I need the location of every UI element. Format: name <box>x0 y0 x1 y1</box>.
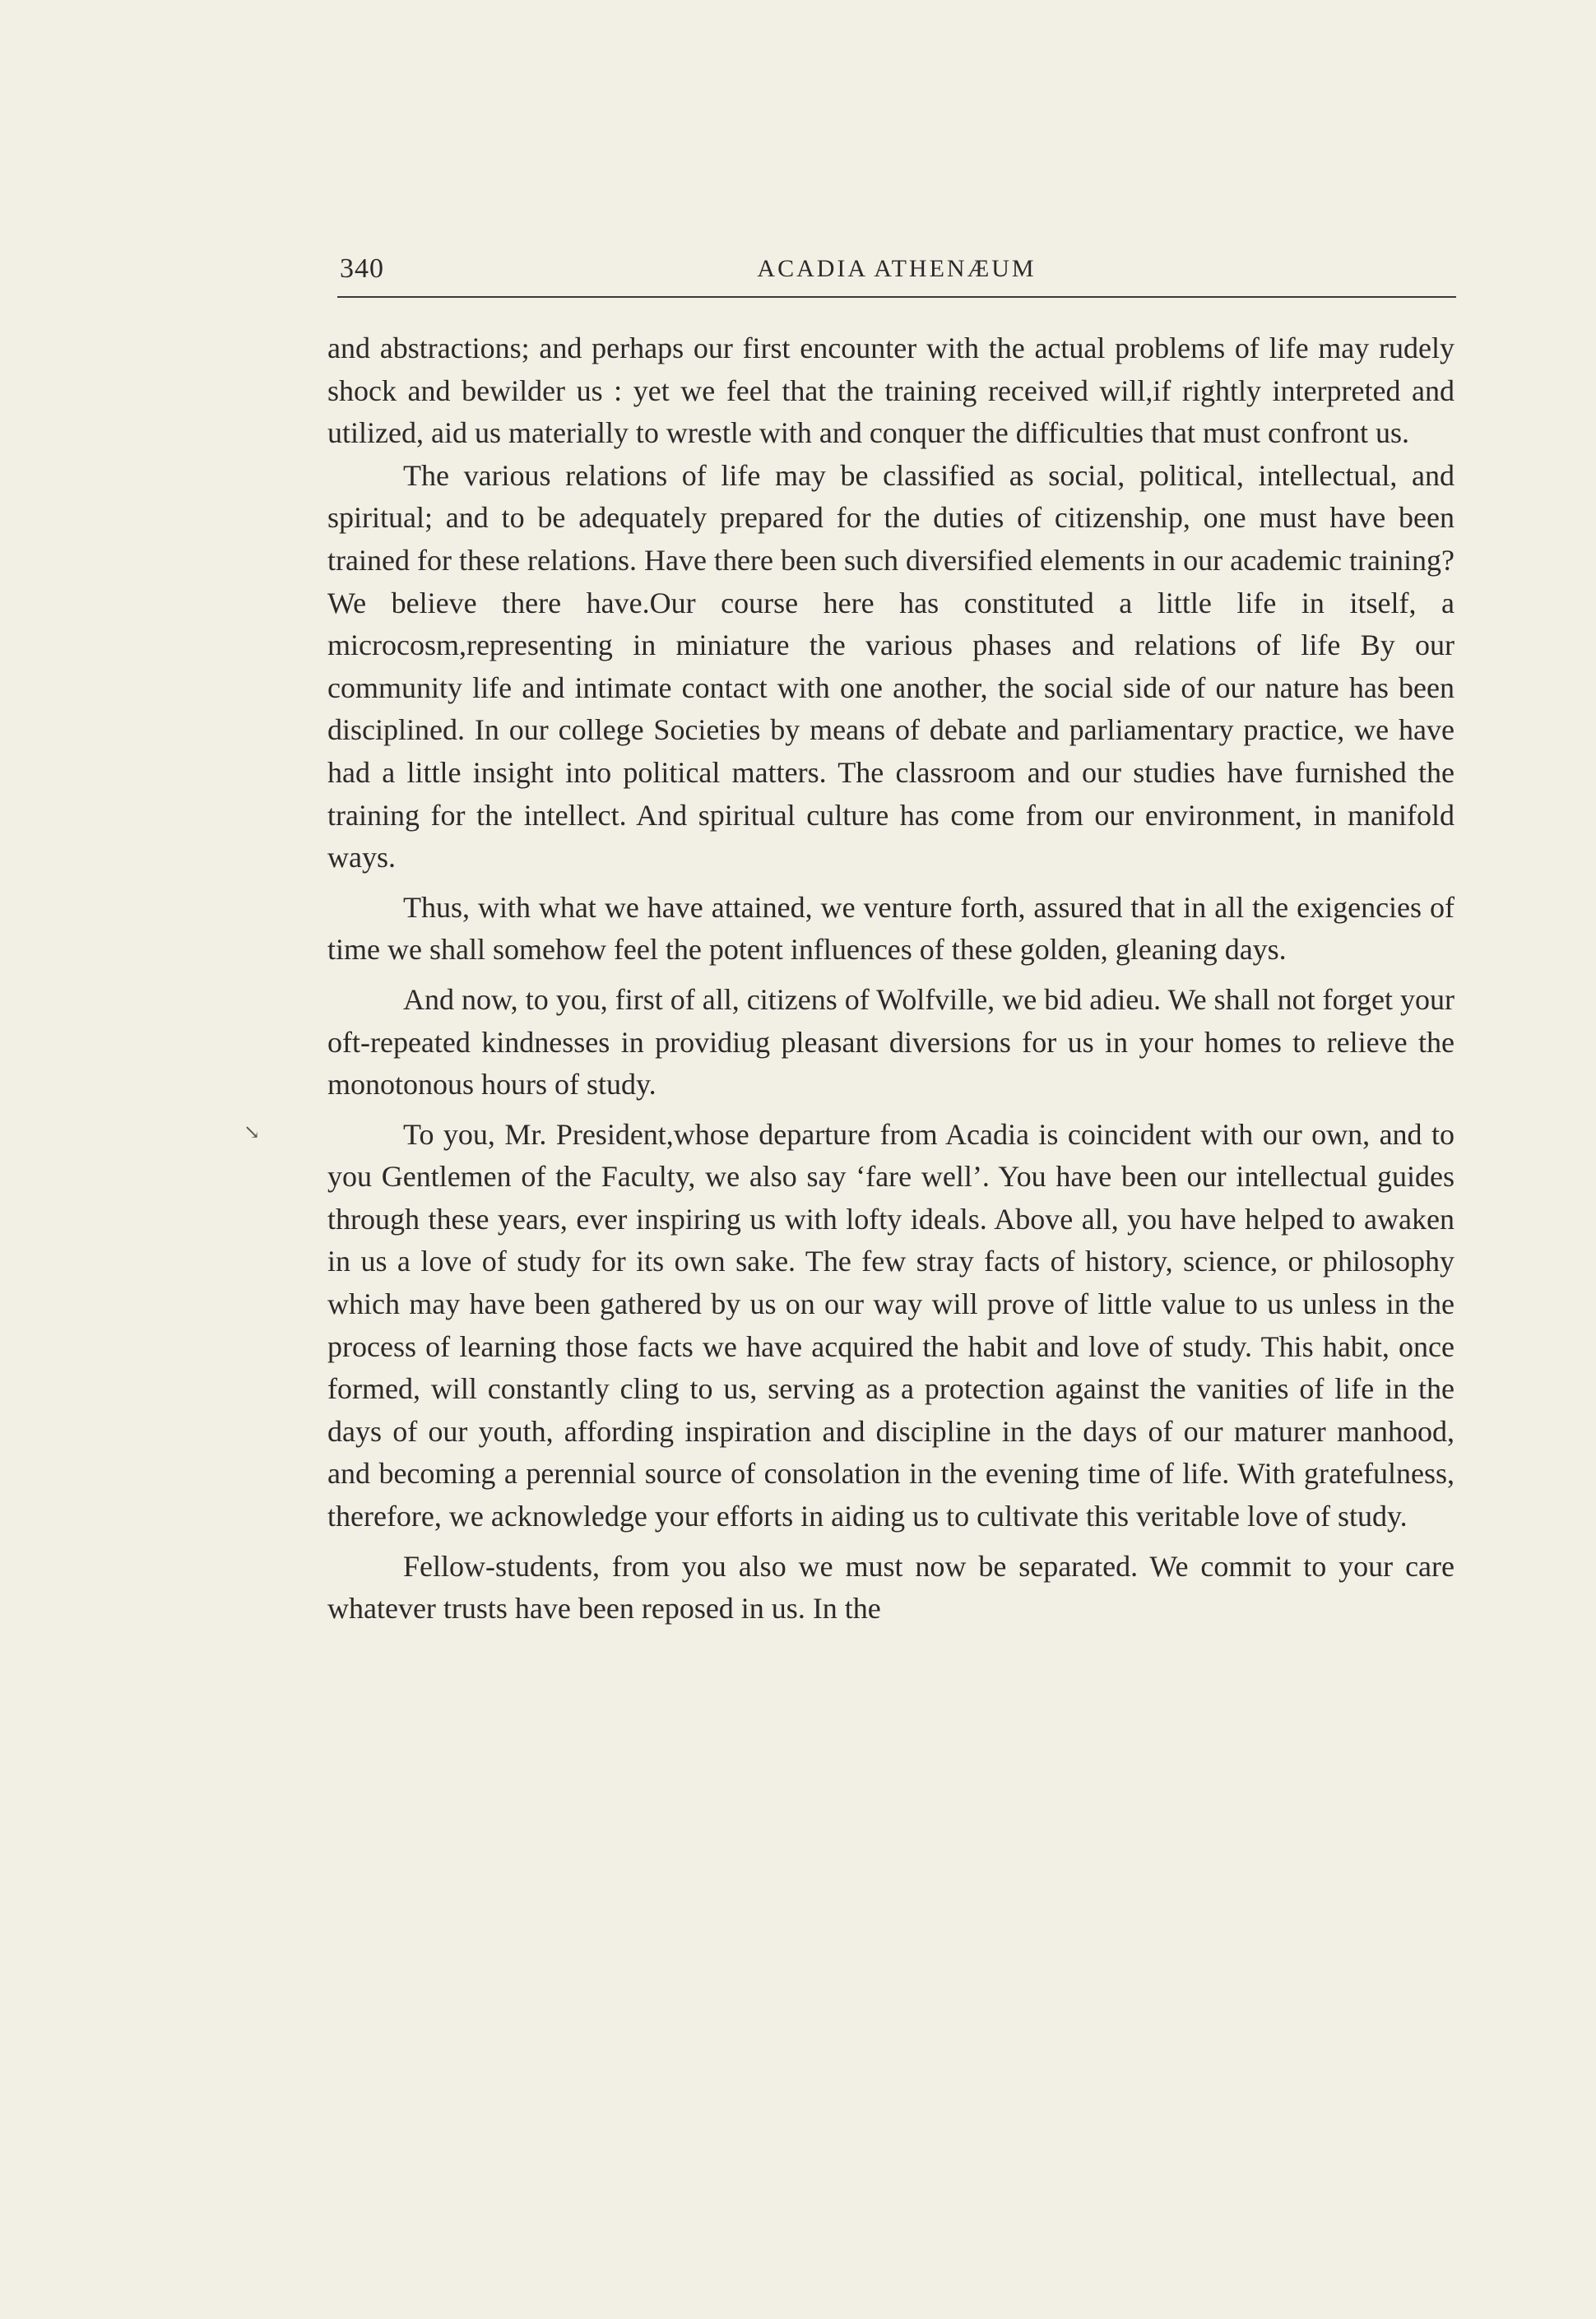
article-body <box>327 327 1454 1630</box>
paragraph-venture-forth: Thus, with what we have attained, we venture forth, assured that in all the exigencies of time we shall somehow feel the potent influences of these golden, gleaning days. <box>327 890 1454 967</box>
paragraph-relations-of-life: The various relations of life may be classified as social, political, intellectual, and spiritual; and to be adequately prepared for the duties of citizenship, one must have been trained for these relations. Have there been such diversified elements in our academic training? We believe there have.Our course here has constituted a little life in itself, a microcosm,representing in miniature the various phases and relations of life By our community life and intimate contact with one another, the social side of our nature has been disciplined. In our college Societies by means of debate and parliamentary practice, we have had a little insight into political matters. The classroom and our studies have furnished the training for the intellect. And spiritual culture has come from our environment, in manifold ways. <box>327 458 1454 874</box>
paragraph-citizens-of-wolfville: And now, to you, first of all, citizens of Wolfville, we bid adieu. We shall not forget your oft-repeated kindnesses in providiug pleasant diversions for us in your homes to relieve the monotonous hours of study. <box>327 982 1454 1102</box>
header-rule <box>337 296 1456 298</box>
running-head <box>337 253 1456 296</box>
paragraph-fellow-students: Fellow-students, from you also we must now be separated. We commit to your care whatever trusts have been reposed in us. In the <box>327 1549 1454 1626</box>
margin-mark: ↘ <box>244 1122 261 1143</box>
page-number: 340 <box>340 253 384 284</box>
journal-title: ACADIA ATHENÆUM <box>757 255 1037 282</box>
paragraph-continuation: and abstractions; and perhaps our first encounter with the actual problems of life may rudely shock and bewilder us : yet we feel that the training received will,if rightly interpreted and utilized, aid us materially to wrestle with and conquer the difficulties that must confront us. <box>327 332 1454 450</box>
paragraph-president-and-faculty: To you, Mr. President,whose departure from Acadia is coincident with our own, and to you Gentlemen of the Faculty, we also say ‘fare well’. You have been our intellectual guides through these years, ever inspiring us with lofty ideals. Above all, you have helped to awaken in us a love of study for its own sake. The few stray facts of history, science, or philosophy which may have been gathered by us on our way will prove of little value to us unless in the process of learning those facts we have acquired the habit and love of study. This habit, once formed, will constantly cling to us, serving as a protection against the vanities of life in the days of our youth, affording inspiration and discipline in the days of our maturer manhood, and becoming a perennial source of consolation in the evening time of life. With gratefulness, therefore, we acknowledge your efforts in aiding us to cultivate this veritable love of study. <box>327 1117 1454 1533</box>
